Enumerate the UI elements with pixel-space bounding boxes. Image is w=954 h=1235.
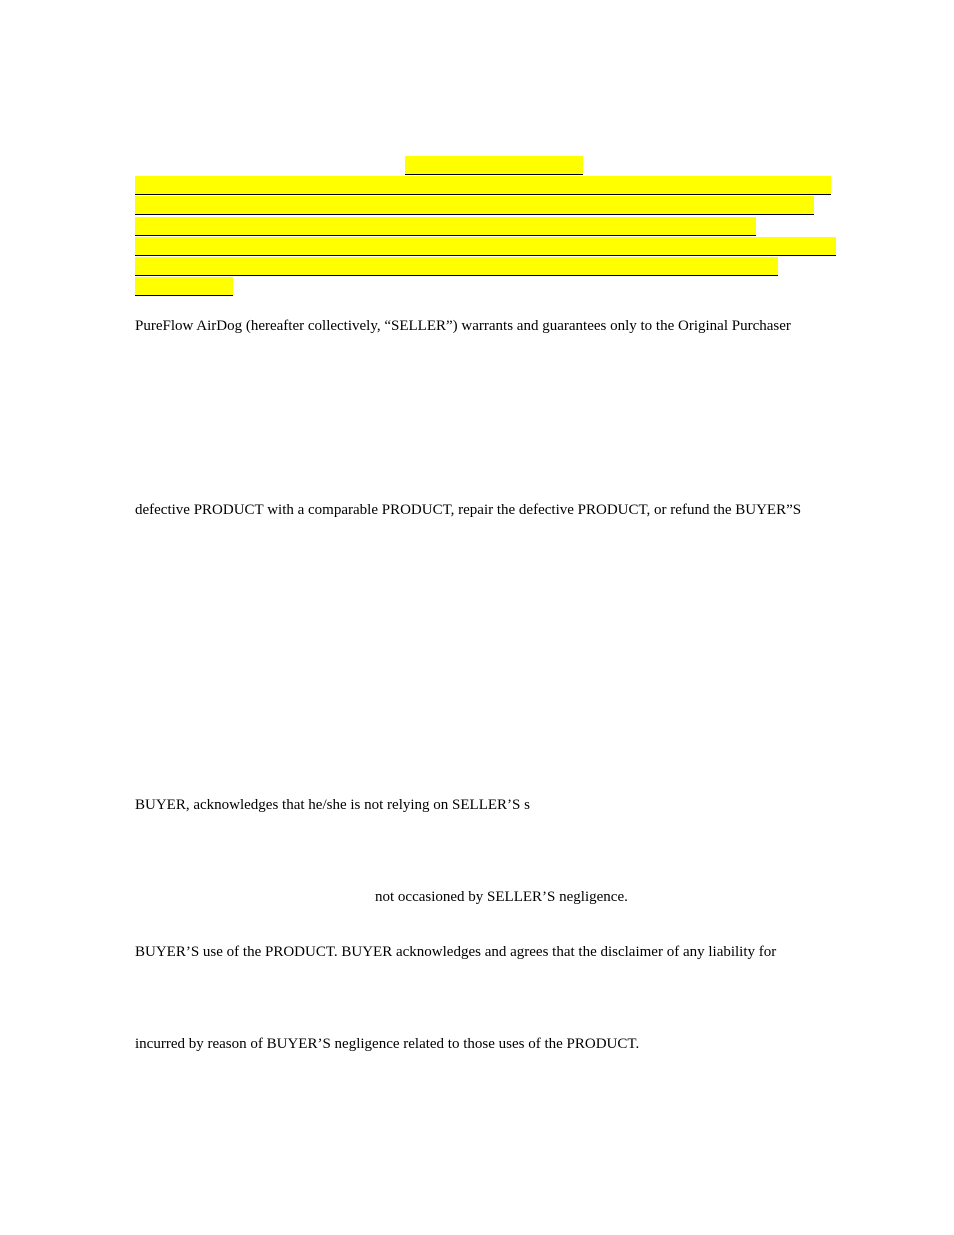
highlighted-line-6 <box>135 277 233 296</box>
text-line-buyer-acknowledges: BUYER, acknowledges that he/she is not relying on SELLER’S s <box>135 797 530 813</box>
highlighted-line-1 <box>135 176 831 195</box>
highlighted-line-3 <box>135 217 756 236</box>
text-line-buyer-use: BUYER’S use of the PRODUCT. BUYER acknowledges and agrees that the disclaimer of any liability for <box>135 944 777 960</box>
highlighted-title-bar <box>405 156 583 175</box>
highlighted-line-2 <box>135 196 814 215</box>
text-line-incurred: incurred by reason of BUYER’S negligence related to those uses of the PRODUCT. <box>135 1036 640 1052</box>
highlighted-line-5 <box>135 257 778 276</box>
text-line-warranty-intro: PureFlow AirDog (hereafter collectively, “SELLER”) warrants and guarantees only to the Original Purchaser <box>135 318 791 334</box>
text-line-negligence: not occasioned by SELLER’S negligence. <box>375 889 628 905</box>
text-line-defective-product: defective PRODUCT with a comparable PRODUCT, repair the defective PRODUCT, or refund the BUYER”S <box>135 502 802 518</box>
highlighted-line-4 <box>135 237 836 256</box>
